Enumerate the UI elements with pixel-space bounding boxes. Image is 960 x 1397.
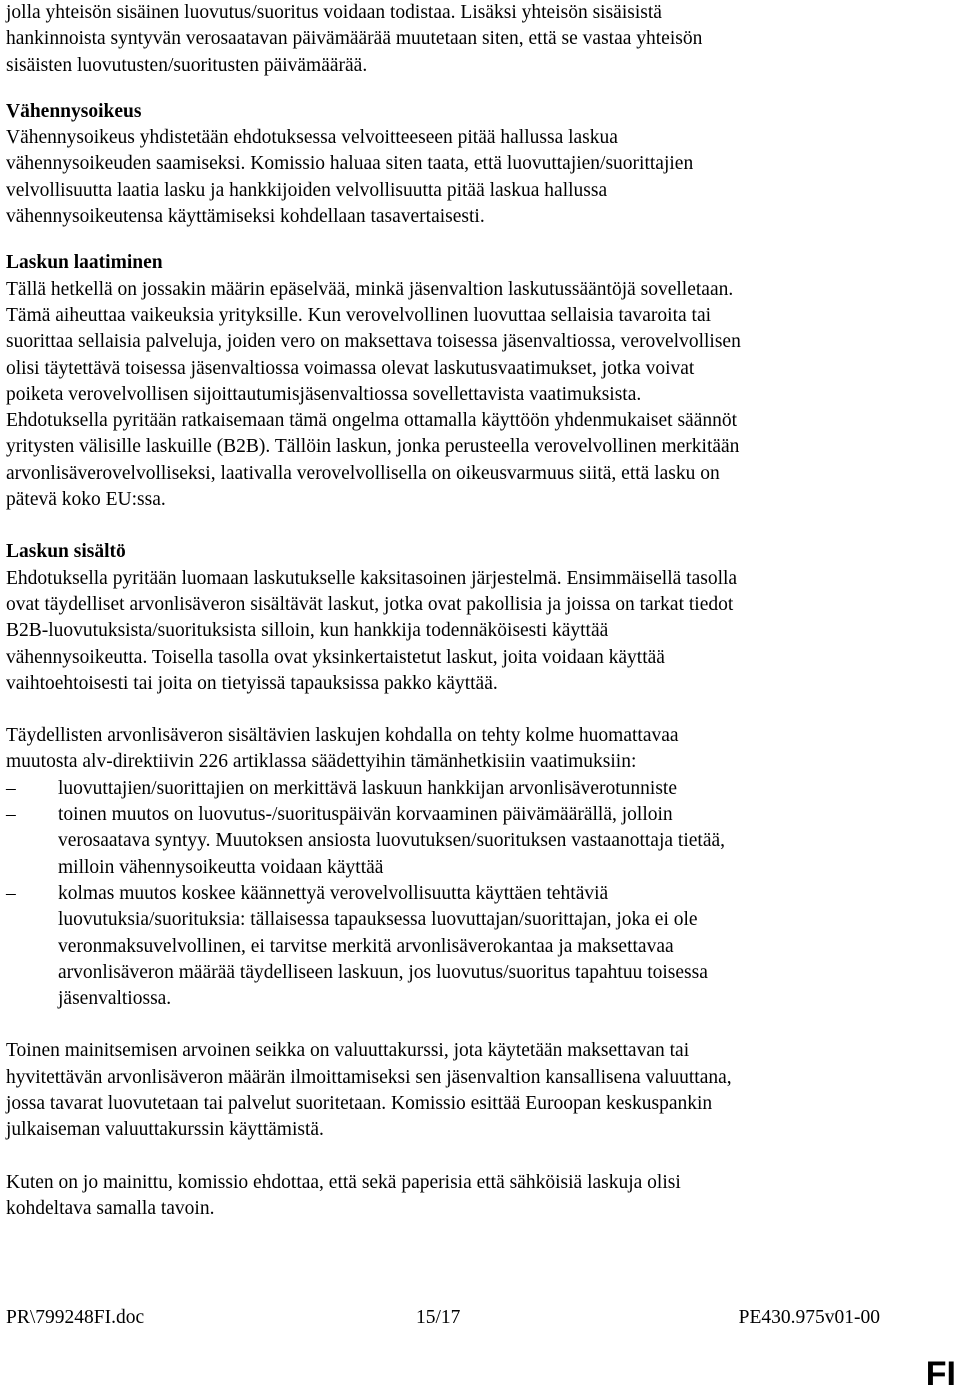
changes-bullet-list — [6, 776, 952, 1013]
text-line: Tämä aiheuttaa vaikeuksia yrityksille. Kun verovelvollinen luovuttaa sellaisia tavaroita tai — [6, 304, 712, 326]
text-line: arvonlisäverovelvolliseksi, laativalla verovelvollisella on oikeusvarmuus siitä, että lasku on — [6, 462, 720, 484]
text-line: Kuten on jo mainittu, komissio ehdottaa, että sekä paperisia että sähköisiä laskuja olisi — [6, 1171, 681, 1193]
text-line: Tällä hetkellä on jossakin määrin epäselvää, minkä jäsenvaltion laskutussääntöjä sovelletaan. — [6, 278, 734, 300]
list-item — [6, 802, 952, 881]
text-line: B2B-luovutuksista/suorituksista silloin, kun hankkija todennäköisesti käyttää — [6, 620, 609, 642]
text-line: luovutuksia/suorituksia: tällaisessa tapauksessa luovuttajan/suorittajan, joka ei ole — [58, 909, 698, 931]
text-line: Täydellisten arvonlisäveron sisältävien laskujen kohdalla on tehty kolme huomattavaa — [6, 725, 679, 747]
text-line: julkaiseman valuuttakurssin käyttämistä. — [6, 1119, 324, 1141]
text-line: jäsenvaltiossa. — [58, 988, 172, 1010]
dash-bullet-marker: – — [6, 804, 16, 826]
dash-bullet-marker: – — [6, 777, 16, 799]
text-line: sisäisten luovutusten/suoritusten päivämäärää. — [6, 54, 368, 76]
text-line: vähennysoikeutta. Toisella tasolla ovat yksinkertaistetut laskut, joita voidaan käyttää — [6, 646, 665, 668]
text-line: kohdeltava samalla tavoin. — [6, 1197, 215, 1219]
text-line: ovat täydelliset arvonlisäveron sisältävät laskut, jotka ovat pakollisia ja joissa on tarkat tiedot — [6, 593, 734, 615]
text-line: hankinnoista syntyvän verosaatavan päivämäärää muutetaan siten, että se vastaa yhteisön — [6, 28, 703, 50]
text-line: hyvitettävän arvonlisäveron määrän ilmoittamiseksi sen jäsenvaltion kansallisena valuuttana, — [6, 1066, 732, 1088]
document-version: PE430.975v01-00 — [738, 1307, 880, 1328]
changes-intro-paragraph — [6, 723, 952, 776]
text-line: Ehdotuksella pyritään ratkaisemaan tämä ongelma ottamalla käyttöön yhdenmukaiset säännöt — [6, 410, 738, 432]
section-laskun-sisalto — [6, 539, 952, 697]
section-heading: Laskun sisältö — [6, 541, 126, 563]
currency-paragraph — [6, 1038, 952, 1143]
text-line: toinen muutos on luovutus-/suorituspäivän korvaaminen päivämäärällä, jolloin — [58, 804, 673, 826]
document-reference: PR\799248FI.doc — [6, 1307, 145, 1328]
text-line: velvollisuutta laatia lasku ja hankkijoiden velvollisuutta pitää laskua hallussa — [6, 179, 608, 201]
text-line: arvonlisäveron määrää täydelliseen laskuun, jos luovutus/suoritus tapahtuu toisessa — [58, 961, 708, 983]
section-laskun-laatiminen — [6, 250, 952, 513]
text-line: veronmaksuvelvollinen, ei tarvitse merkitä arvonlisäverokantaa ja maksettavaa — [58, 935, 674, 957]
text-line: verosaatava syntyy. Muutoksen ansiosta luovutuksen/suorituksen vastaanottaja tietää, — [58, 830, 725, 852]
language-code: FI — [925, 1355, 956, 1393]
text-line: olisi täytettävä toisessa jäsenvaltiossa voimassa olevat laskutusvaatimukset, jotka voivat — [6, 357, 695, 379]
text-line: milloin vähennysoikeutta voidaan käyttää — [58, 856, 384, 878]
text-line: jolla yhteisön sisäinen luovutus/suoritus voidaan todistaa. Lisäksi yhteisön sisäisistä — [6, 2, 662, 23]
section-heading: Laskun laatiminen — [6, 252, 163, 274]
text-line: yritysten välisille laskuille (B2B). Tällöin laskun, jonka perusteella verovelvollinen merkitään — [6, 436, 740, 458]
text-line: Vähennysoikeus yhdistetään ehdotuksessa velvoitteeseen pitää hallussa laskua — [6, 127, 618, 149]
list-item — [6, 776, 952, 802]
text-line: pätevä koko EU:ssa. — [6, 489, 166, 511]
intro-paragraph — [6, 0, 952, 79]
text-line: vähennysoikeutensa käyttämiseksi kohdellaan tasavertaisesti. — [6, 206, 485, 228]
text-line: vaihtoehtoisesti tai joita on tietyissä tapauksissa pakko käyttää. — [6, 672, 498, 694]
text-line: luovuttajien/suorittajien on merkittävä laskuun hankkijan arvonlisäverotunniste — [58, 777, 677, 799]
section-vahennysoikeus — [6, 99, 952, 230]
text-line: kolmas muutos koskee käännettyä verovelvollisuutta käyttäen tehtäviä — [58, 882, 609, 904]
closing-paragraph — [6, 1170, 952, 1223]
text-line: vähennysoikeuden saamiseksi. Komissio haluaa siten taata, että luovuttajien/suorittajien — [6, 153, 694, 175]
list-item — [6, 881, 952, 1012]
text-line: Ehdotuksella pyritään luomaan laskutukselle kaksitasoinen järjestelmä. Ensimmäisellä tasolla — [6, 567, 738, 589]
text-line: poiketa verovelvollisen sijoittautumisjäsenvaltiossa sovellettavista vaatimuksista. — [6, 383, 642, 405]
page-number: 15/17 — [416, 1307, 461, 1328]
text-line: Toinen mainitsemisen arvoinen seikka on valuuttakurssi, jota käytetään maksettavan tai — [6, 1040, 690, 1062]
text-line: jossa tavarat luovutetaan tai palvelut suoritetaan. Komissio esittää Euroopan keskuspankin — [6, 1092, 713, 1114]
document-page — [6, 0, 952, 1222]
section-heading: Vähennysoikeus — [6, 100, 142, 122]
text-line: suorittaa sellaisia palveluja, joiden vero on maksettava toisessa jäsenvaltiossa, verovelvollisen — [6, 331, 741, 353]
dash-bullet-marker: – — [6, 882, 16, 904]
text-line: muutosta alv-direktiivin 226 artiklassa säädettyihin tämänhetkisiin vaatimuksiin: — [6, 751, 637, 773]
